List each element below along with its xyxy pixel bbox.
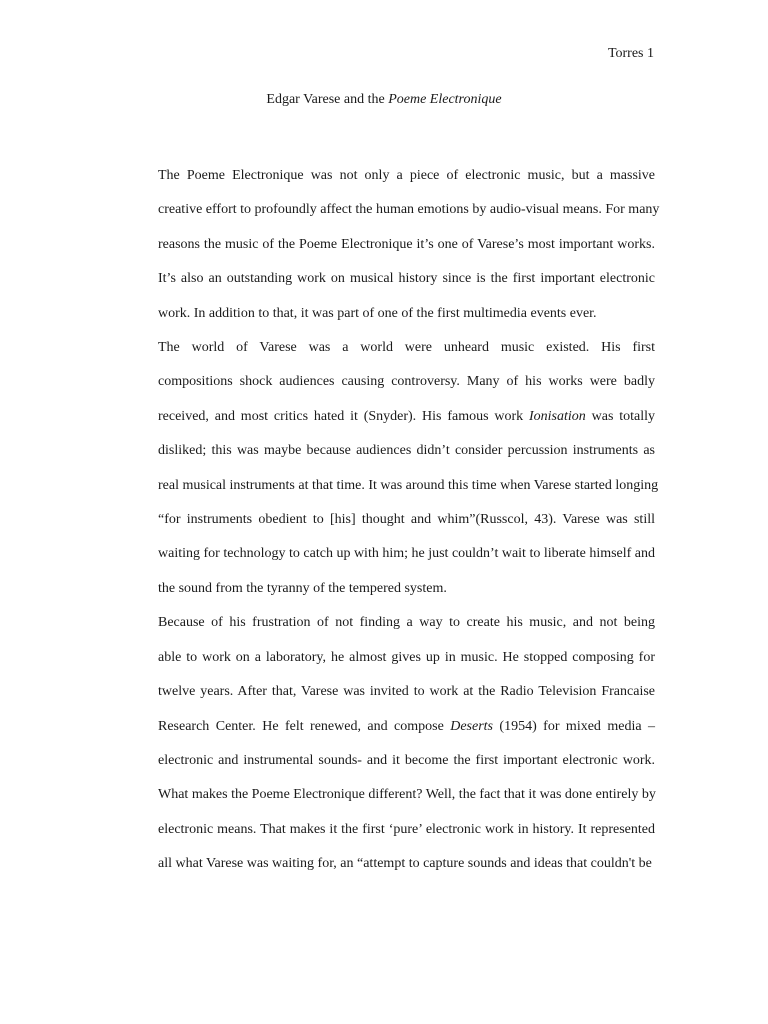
text-line: twelve years. After that, Varese was invited to work at the Radio Television Francaise [158, 684, 655, 700]
text-line: The Poeme Electronique was not only a piece of electronic music, but a massive [158, 168, 655, 183]
text-line: electronic and instrumental sounds- and it become the first important electronic work. [158, 752, 655, 768]
text-line: work. In addition to that, it was part of one of the first multimedia events ever. [158, 305, 597, 321]
text-line [113, 400, 655, 434]
text-segment: (1954) for mixed media – [493, 718, 655, 734]
text-line: disliked; this was maybe because audiences didn’t consider percussion instruments as [158, 443, 655, 459]
text-line [113, 710, 655, 744]
essay-title [0, 91, 768, 109]
text-line: electronic means. That makes it the first ‘pure’ electronic work in history. It represented [158, 821, 655, 837]
paragraph [113, 606, 655, 881]
essay-body [113, 159, 660, 882]
text-line: reasons the music of the Poeme Electronique it’s one of Varese’s most important works. [158, 236, 655, 252]
text-line: compositions shock audiences causing controversy. Many of his works were badly [158, 374, 655, 390]
text-segment: Research Center. He felt renewed, and compose [158, 718, 451, 734]
running-header: Torres 1 [607, 46, 654, 61]
text-line: all what Varese was waiting for, an “attempt to capture sounds and ideas that couldn't be [158, 856, 652, 872]
text-line: “for instruments obedient to [his] thought and whim”(Russcol, 43). Varese was still [158, 512, 655, 528]
paragraph [113, 159, 660, 331]
text-line: the sound from the tyranny of the tempered system. [158, 580, 447, 596]
italic-title-reference: Ionisation [529, 408, 586, 424]
paragraph [113, 331, 659, 606]
text-line: able to work on a laboratory, he almost gives up in music. He stopped composing for [158, 649, 655, 665]
text-segment: was totally [585, 408, 656, 424]
text-line: The world of Varese was a world were unheard music existed. His first [158, 340, 655, 356]
text-line: Because of his frustration of not finding a way to create his music, and not being [158, 615, 655, 631]
text-segment: received, and most critics hated it (Snyder). His famous work [158, 408, 529, 424]
italic-title-reference: Deserts [450, 718, 493, 734]
title-italic: Poeme Electronique [388, 92, 502, 107]
text-line: creative effort to profoundly affect the human emotions by audio-visual means. For many [158, 202, 660, 218]
text-line: What makes the Poeme Electronique different? Well, the fact that it was done entirely by [158, 787, 656, 803]
text-line: real musical instruments at that time. It was around this time when Varese started longing [158, 477, 659, 493]
text-line: waiting for technology to catch up with him; he just couldn’t wait to liberate himself and [158, 546, 656, 562]
text-line: It’s also an outstanding work on musical history since is the first important electronic [158, 271, 655, 287]
title-plain: Edgar Varese and the [266, 92, 389, 107]
